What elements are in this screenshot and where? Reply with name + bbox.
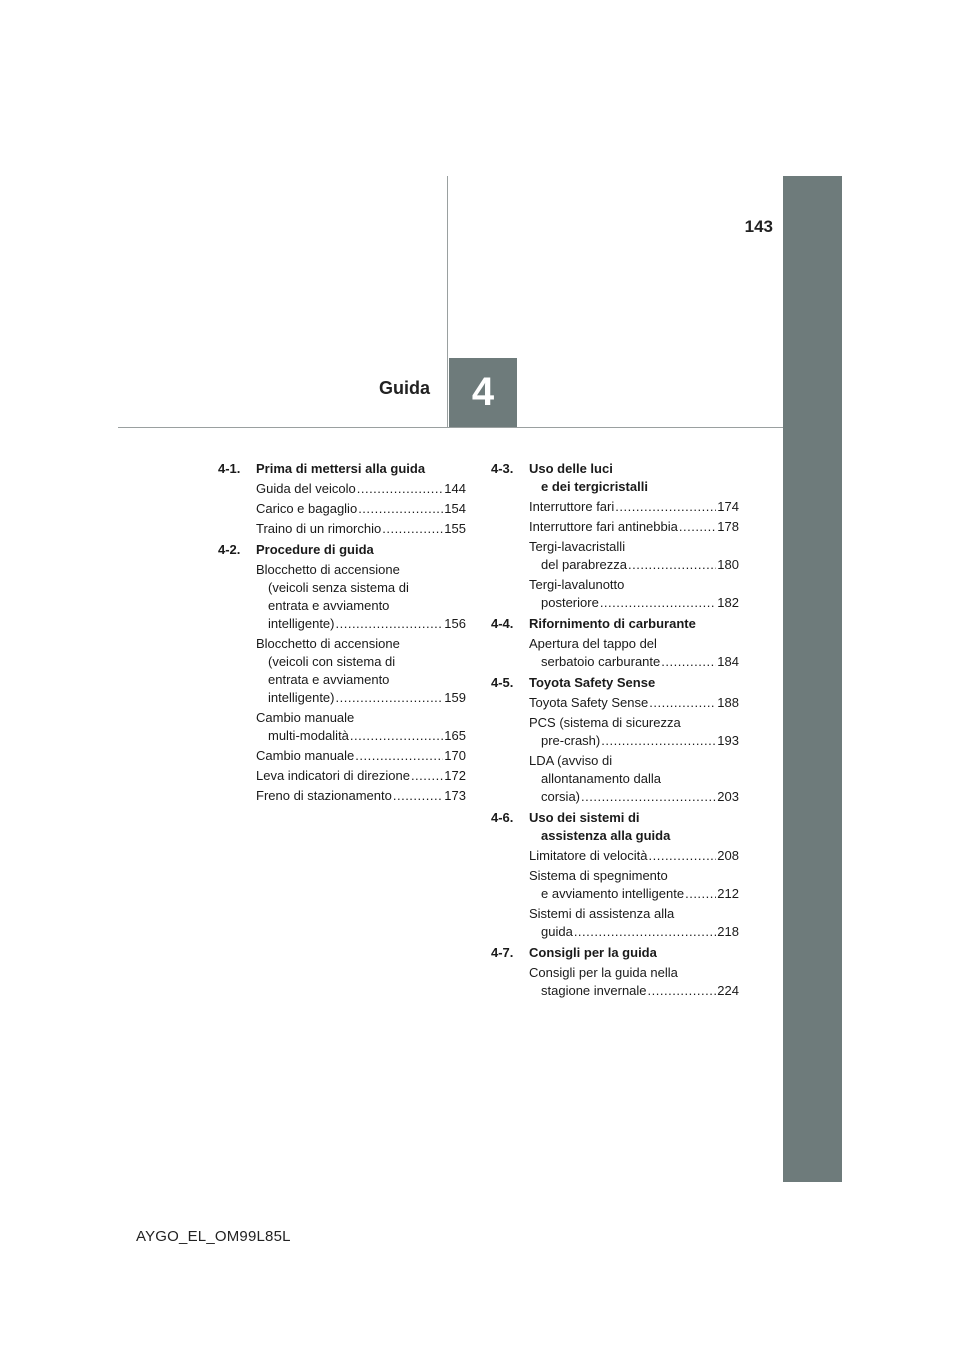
entry-text-line: Interruttore fari antinebbia	[529, 519, 678, 534]
chapter-number-box	[449, 358, 517, 427]
toc-entry[interactable]	[529, 905, 739, 941]
entry-text-line: Tergi-lavalunotto	[529, 577, 625, 592]
entry-last-line	[256, 727, 466, 745]
entry-text-line: stagione invernale	[541, 983, 647, 998]
toc-left-column	[218, 460, 466, 808]
chapter-tab-bar	[783, 176, 842, 1182]
entry-page-number: 212	[717, 886, 739, 901]
dot-leader	[357, 480, 444, 498]
section-title[interactable]	[256, 460, 466, 478]
entry-last-line	[256, 747, 466, 765]
entry-text-line: del parabrezza	[541, 557, 627, 572]
entry-text-line: guida	[541, 924, 573, 939]
document-code: AYGO_EL_OM99L85L	[136, 1228, 291, 1245]
entry-text-line: posteriore	[541, 595, 599, 610]
entry-last-line	[529, 653, 739, 671]
entry-last-line	[529, 556, 739, 574]
entry-last-line	[256, 689, 466, 707]
toc-section	[491, 460, 739, 612]
entry-text-line: allontanamento dalla	[541, 771, 661, 786]
entry-text-line: entrata e avviamento	[268, 598, 390, 613]
entry-text-line: Guida del veicolo	[256, 481, 356, 496]
dot-leader	[679, 518, 716, 536]
dot-leader	[581, 788, 716, 806]
toc-section	[491, 674, 739, 806]
section-title-line: Consigli per la guida	[529, 945, 657, 960]
entry-page-number: 173	[444, 788, 466, 803]
section-title-line: Toyota Safety Sense	[529, 675, 656, 690]
toc-entry[interactable]	[256, 520, 466, 538]
section-title[interactable]	[529, 944, 739, 962]
toc-entry[interactable]	[256, 709, 466, 745]
entry-last-line	[529, 694, 739, 712]
dot-leader	[336, 615, 444, 633]
toc-entry[interactable]	[256, 635, 466, 707]
toc-entry[interactable]	[529, 518, 739, 536]
dot-leader	[661, 653, 716, 671]
dot-leader	[628, 556, 716, 574]
section-title[interactable]	[529, 809, 739, 845]
toc-entry[interactable]	[529, 752, 739, 806]
dot-leader	[350, 727, 443, 745]
vertical-divider	[447, 176, 448, 428]
section-number: 4-6.	[491, 810, 514, 825]
entry-text-line: corsia)	[541, 789, 581, 804]
entry-text-line: Cambio manuale	[256, 710, 355, 725]
entry-text-line: Tergi-lavacristalli	[529, 539, 626, 554]
entry-text-line: intelligente)	[268, 690, 335, 705]
page-number: 143	[744, 217, 773, 236]
entry-text-line: pre-crash)	[541, 733, 601, 748]
toc-entry[interactable]	[529, 694, 739, 712]
toc-entry[interactable]	[529, 867, 739, 903]
entry-text-line: entrata e avviamento	[268, 672, 390, 687]
entry-last-line	[529, 847, 739, 865]
entry-page-number: 193	[717, 733, 739, 748]
toc-entry[interactable]	[256, 561, 466, 633]
section-number: 4-3.	[491, 461, 514, 476]
entry-last-line	[529, 594, 739, 612]
section-title-line: Uso dei sistemi di	[529, 810, 640, 825]
entry-text-line: e avviamento intelligente	[541, 886, 685, 901]
dot-leader	[336, 689, 444, 707]
toc-entry[interactable]	[529, 576, 739, 612]
section-title[interactable]	[529, 674, 739, 692]
entry-last-line	[529, 982, 739, 1000]
entry-last-line	[529, 923, 739, 941]
dot-leader	[411, 767, 443, 785]
section-number: 4-2.	[218, 542, 241, 557]
entry-page-number: 203	[717, 789, 739, 804]
dot-leader	[358, 500, 443, 518]
entry-text-line: multi-modalità	[268, 728, 349, 743]
entry-page-number: 188	[717, 695, 739, 710]
toc-section	[218, 460, 466, 538]
entry-text-line: (veicoli senza sistema di	[268, 580, 409, 595]
dot-leader	[574, 923, 716, 941]
entry-page-number: 159	[444, 690, 466, 705]
entry-page-number: 218	[717, 924, 739, 939]
entry-text-line: Consigli per la guida nella	[529, 965, 678, 980]
dot-leader	[615, 498, 716, 516]
dot-leader	[685, 885, 716, 903]
entry-page-number: 172	[444, 768, 466, 783]
entry-page-number: 165	[444, 728, 466, 743]
entry-text-line: Apertura del tappo del	[529, 636, 657, 651]
entry-text-line: Leva indicatori di direzione	[256, 768, 410, 783]
section-title-line: Prima di mettersi alla guida	[256, 461, 426, 476]
entry-last-line	[256, 787, 466, 805]
entry-text-line: Carico e bagaglio	[256, 501, 358, 516]
toc-entry[interactable]	[256, 787, 466, 805]
toc-section	[491, 615, 739, 671]
toc-entry[interactable]	[256, 747, 466, 765]
entry-page-number: 208	[717, 848, 739, 863]
entry-last-line	[256, 615, 466, 633]
dot-leader	[600, 594, 716, 612]
section-title-line: assistenza alla guida	[541, 828, 671, 843]
section-number: 4-5.	[491, 675, 514, 690]
entry-page-number: 180	[717, 557, 739, 572]
entry-text-line: serbatoio carburante	[541, 654, 661, 669]
toc-section	[491, 944, 739, 1000]
entry-last-line	[256, 500, 466, 518]
entry-last-line	[256, 767, 466, 785]
entry-page-number: 170	[444, 748, 466, 763]
dot-leader	[382, 520, 443, 538]
toc-entry[interactable]	[529, 964, 739, 1000]
section-title[interactable]	[256, 541, 466, 559]
toc-entry[interactable]	[529, 538, 739, 574]
entry-text-line: Sistema di spegnimento	[529, 868, 668, 883]
entry-text-line: Cambio manuale	[256, 748, 355, 763]
entry-text-line: Traino di un rimorchio	[256, 521, 382, 536]
entry-page-number: 174	[717, 499, 739, 514]
toc-section	[491, 809, 739, 941]
entry-last-line	[529, 518, 739, 536]
toc-entry[interactable]	[529, 498, 739, 516]
toc-right-column	[491, 460, 739, 1003]
entry-text-line: LDA (avviso di	[529, 753, 613, 768]
entry-page-number: 156	[444, 616, 466, 631]
toc-entry[interactable]	[256, 767, 466, 785]
toc-entry[interactable]	[256, 480, 466, 498]
entry-text-line: Sistemi di assistenza alla	[529, 906, 675, 921]
horizontal-divider	[118, 427, 783, 428]
entry-page-number: 184	[717, 654, 739, 669]
dot-leader	[601, 732, 716, 750]
entry-page-number: 224	[717, 983, 739, 998]
entry-page-number: 178	[717, 519, 739, 534]
entry-text-line: Limitatore di velocità	[529, 848, 648, 863]
section-number: 4-1.	[218, 461, 241, 476]
section-title-line: e dei tergicristalli	[541, 479, 648, 494]
chapter-number: 4	[471, 370, 495, 414]
toc-section	[218, 541, 466, 805]
entry-last-line	[529, 788, 739, 806]
entry-page-number: 154	[444, 501, 466, 516]
section-number: 4-4.	[491, 616, 514, 631]
section-number: 4-7.	[491, 945, 514, 960]
entry-text-line: Interruttore fari	[529, 499, 615, 514]
toc-entry[interactable]	[529, 635, 739, 671]
entry-last-line	[529, 498, 739, 516]
entry-text-line: Freno di stazionamento	[256, 788, 392, 803]
dot-leader	[649, 847, 717, 865]
entry-text-line: Blocchetto di accensione	[256, 636, 400, 651]
section-title[interactable]	[529, 460, 739, 496]
toc-entry[interactable]	[256, 500, 466, 518]
entry-last-line	[256, 520, 466, 538]
toc-entry[interactable]	[529, 847, 739, 865]
entry-text-line: intelligente)	[268, 616, 335, 631]
dot-leader	[649, 694, 716, 712]
entry-text-line: (veicoli con sistema di	[268, 654, 396, 669]
toc-entry[interactable]	[529, 714, 739, 750]
dot-leader	[648, 982, 717, 1000]
entry-text-line: Toyota Safety Sense	[529, 695, 649, 710]
chapter-title: Guida	[378, 378, 430, 398]
entry-last-line	[256, 480, 466, 498]
entry-last-line	[529, 732, 739, 750]
entry-page-number: 155	[444, 521, 466, 536]
entry-page-number: 144	[444, 481, 466, 496]
entry-text-line: PCS (sistema di sicurezza	[529, 715, 681, 730]
section-title-line: Rifornimento di carburante	[529, 616, 696, 631]
section-title[interactable]	[529, 615, 739, 633]
dot-leader	[355, 747, 443, 765]
section-title-line: Procedure di guida	[256, 542, 374, 557]
section-title-line: Uso delle luci	[529, 461, 613, 476]
dot-leader	[393, 787, 443, 805]
entry-page-number: 182	[717, 595, 739, 610]
entry-text-line: Blocchetto di accensione	[256, 562, 400, 577]
entry-last-line	[529, 885, 739, 903]
